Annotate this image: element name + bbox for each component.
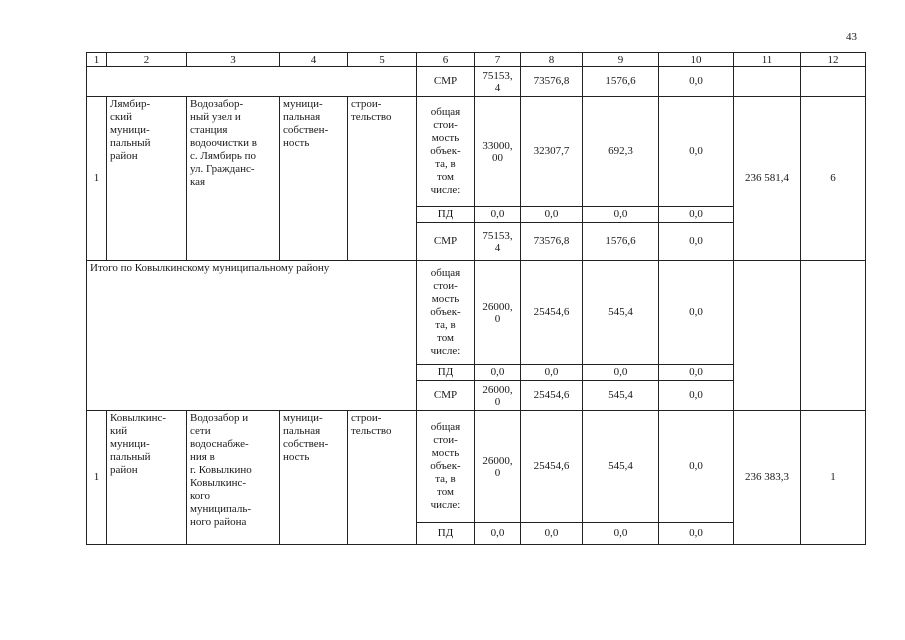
column-number-row xyxy=(87,53,866,67)
cell-col9: 1576,6 xyxy=(583,223,659,261)
cell-col8: 25454,6 xyxy=(521,381,583,411)
empty-cell xyxy=(734,67,801,97)
cell-col12: 6 xyxy=(801,97,866,261)
cell-col7: 75153, 4 xyxy=(475,67,521,97)
cell-col9: 0,0 xyxy=(583,365,659,381)
empty-cell xyxy=(801,67,866,97)
cell-col9: 545,4 xyxy=(583,261,659,365)
cell-col9: 545,4 xyxy=(583,411,659,523)
district-cell: Лямбир- ский муници- пальный район xyxy=(107,97,187,261)
empty-cell xyxy=(87,67,417,97)
cell-col8: 25454,6 xyxy=(521,411,583,523)
cell-col8: 0,0 xyxy=(521,207,583,223)
empty-cell xyxy=(734,261,801,411)
col-num-6: 6 xyxy=(417,53,475,67)
col-num-11: 11 xyxy=(734,53,801,67)
object-cell: Водозабор и сети водоснабже- ния в г. Ковылкино Ковылкинс- кого муниципаль- ного района xyxy=(187,411,280,545)
budget-table xyxy=(86,52,866,545)
row-type-label: ПД xyxy=(417,207,475,223)
row-type-label: ПД xyxy=(417,523,475,545)
cell-col10: 0,0 xyxy=(659,97,734,207)
cell-col7: 0,0 xyxy=(475,207,521,223)
row-type-label: СМР xyxy=(417,381,475,411)
col-num-2: 2 xyxy=(107,53,187,67)
table-row xyxy=(87,411,866,523)
col-num-9: 9 xyxy=(583,53,659,67)
work-type-cell: строи- тельство xyxy=(348,411,417,545)
cell-col9: 0,0 xyxy=(583,523,659,545)
cell-col8: 25454,6 xyxy=(521,261,583,365)
row-type-label: СМР xyxy=(417,67,475,97)
table-row xyxy=(87,261,866,365)
col-num-7: 7 xyxy=(475,53,521,67)
col-num-4: 4 xyxy=(280,53,348,67)
row-type-label: ПД xyxy=(417,365,475,381)
cell-col11: 236 383,3 xyxy=(734,411,801,545)
cell-col7: 0,0 xyxy=(475,523,521,545)
col-num-12: 12 xyxy=(801,53,866,67)
cell-col8: 32307,7 xyxy=(521,97,583,207)
cell-col7: 26000, 0 xyxy=(475,381,521,411)
cell-col7: 26000, 0 xyxy=(475,411,521,523)
col-num-3: 3 xyxy=(187,53,280,67)
cell-col8: 73576,8 xyxy=(521,67,583,97)
cell-col9: 545,4 xyxy=(583,381,659,411)
row-type-label: общая стои- мость объек- та, в том числе: xyxy=(417,411,475,523)
table-row xyxy=(87,97,866,207)
cell-col10: 0,0 xyxy=(659,207,734,223)
work-type-cell: строи- тельство xyxy=(348,97,417,261)
cell-col10: 0,0 xyxy=(659,223,734,261)
cell-col11: 236 581,4 xyxy=(734,97,801,261)
empty-cell xyxy=(801,261,866,411)
col-num-1: 1 xyxy=(87,53,107,67)
cell-col7: 75153, 4 xyxy=(475,223,521,261)
object-cell: Водозабор- ный узел и станция водоочистки в с. Лямбирь по ул. Гражданс- кая xyxy=(187,97,280,261)
page-number: 43 xyxy=(846,31,857,43)
cell-col8: 0,0 xyxy=(521,365,583,381)
cell-col8: 73576,8 xyxy=(521,223,583,261)
cell-col7: 26000, 0 xyxy=(475,261,521,365)
cell-col12: 1 xyxy=(801,411,866,545)
row-type-label: общая стои- мость объек- та, в том числе: xyxy=(417,261,475,365)
col-num-5: 5 xyxy=(348,53,417,67)
row-number: 1 xyxy=(87,97,107,261)
row-type-label: СМР xyxy=(417,223,475,261)
col-num-8: 8 xyxy=(521,53,583,67)
district-total-title: Итого по Ковылкинскому муниципальному району xyxy=(87,261,417,411)
cell-col10: 0,0 xyxy=(659,523,734,545)
cell-col9: 0,0 xyxy=(583,207,659,223)
row-type-label: общая стои- мость объек- та, в том числе: xyxy=(417,97,475,207)
cell-col9: 1576,6 xyxy=(583,67,659,97)
cell-col10: 0,0 xyxy=(659,261,734,365)
ownership-cell: муници- пальная собствен- ность xyxy=(280,97,348,261)
cell-col9: 692,3 xyxy=(583,97,659,207)
cell-col10: 0,0 xyxy=(659,411,734,523)
district-cell: Ковылкинс- кий муници- пальный район xyxy=(107,411,187,545)
row-number: 1 xyxy=(87,411,107,545)
cell-col7: 0,0 xyxy=(475,365,521,381)
table-row xyxy=(87,67,866,97)
cell-col10: 0,0 xyxy=(659,381,734,411)
cell-col10: 0,0 xyxy=(659,365,734,381)
ownership-cell: муници- пальная собствен- ность xyxy=(280,411,348,545)
cell-col10: 0,0 xyxy=(659,67,734,97)
cell-col7: 33000, 00 xyxy=(475,97,521,207)
cell-col8: 0,0 xyxy=(521,523,583,545)
col-num-10: 10 xyxy=(659,53,734,67)
